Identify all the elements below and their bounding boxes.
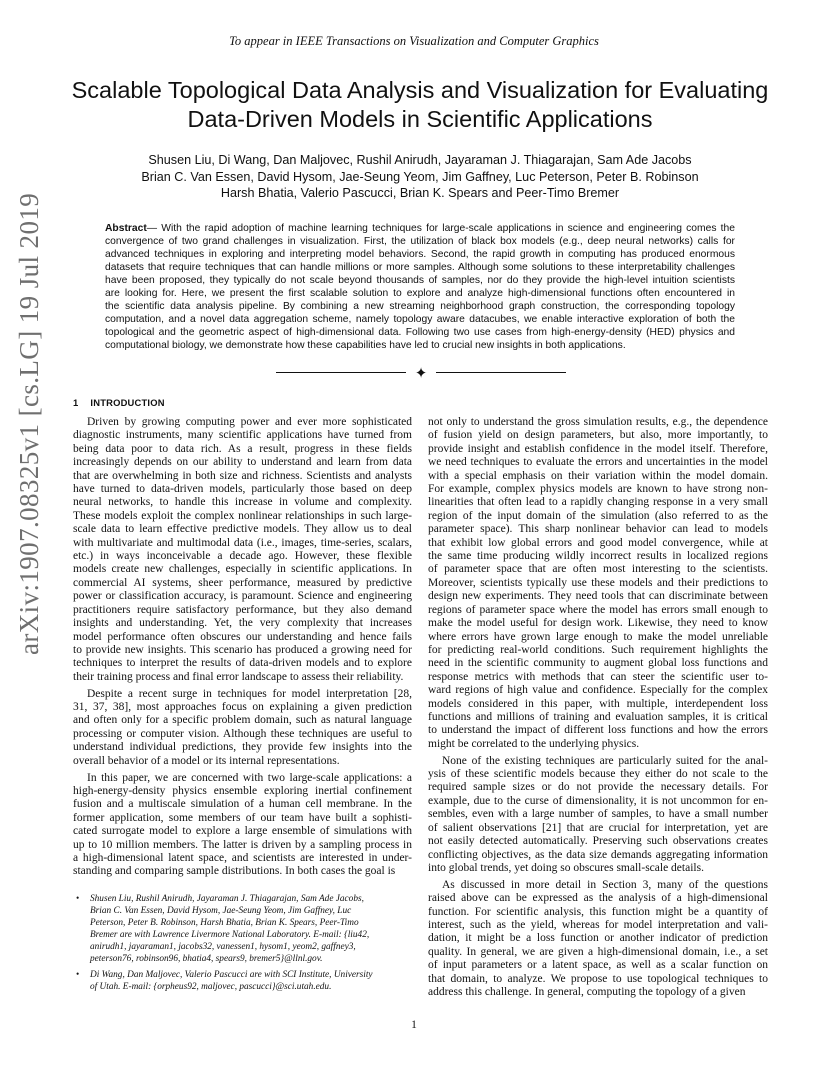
abstract-line: computation, and a novel data aggregation scheme, namely topology aware datacubes, we enable interactive exploration of both the [105,314,735,325]
text-line: standing and comparing sample distributions. In both cases the goal is [73,865,396,878]
text-line: These models exploit the complex nonlinear relationships in such large- [73,509,412,522]
footnote-line: anirudh1, jayaraman1, jacobs32, vanessen1, hysom1, yeom2, gaffney3, [90,942,356,952]
footnote-line: Di Wang, Dan Maljovec, Valerio Pascucci are with SCI Institute, University [90,970,373,980]
text-line: power or classification accuracy, is paramount. Science and engineering [73,590,412,603]
text-line: have turned to data-driven models, particularly those based on deep [73,483,412,496]
divider-rule-left [276,372,406,373]
text-line: ysis of these scientific models because they either do not scale to the [428,768,768,781]
text-line: former application, some members of our team have built a sophisti- [73,811,412,824]
arxiv-stamp-text: arXiv:1907.08325v1 [cs.LG] 19 Jul 2019 [14,192,44,655]
abstract-line: convergence of two grand challenges in visualization. First, the utilization of black box models (e.g., deep neural networks) calls for [105,236,735,247]
bullet-icon: • [76,970,80,980]
text-line: function. For scientific analysis, this function might be a quantity of [428,905,768,918]
paper-title [60,76,780,134]
text-line: of salient observations [21] that are crucial for interpretation, yet are [428,821,768,834]
text-line: with a special emphasis on their variation within the model domain. [428,469,768,482]
divider-diamond-icon: ✦ [414,366,428,382]
text-line: etc.) in ways inconceivable a decade ago. However, these flexible [73,550,412,563]
text-line: that are overwhelming in both size and richness. Scientists and analysts [73,469,412,482]
text-line: high-energy-density physics ensemble exploring inertial confinement [73,784,412,797]
text-line: provide insight and establish confidence in the model itself. Therefore, [428,442,768,455]
text-line: quality. In general, we are given a high-dimensional domain, i.e., a set [428,945,768,958]
text-line: For example, complex physics models are known to have strong non- [428,483,768,496]
abstract-label: Abstract [105,223,147,234]
abstract-line: topological and the geometric aspect of high-dimensional data. Following two use cases from high-energy-density (HED) physics and [105,327,735,338]
text-line: response metrics with methods that can steer the scientific user to- [428,670,768,683]
text-line: models considered in this paper, with multiple, interdependent loss [428,697,768,710]
footnote-line: Peterson, Peter B. Robinson, Harsh Bhatia, Brian K. Spears, Peer-Timo [90,918,359,928]
footnote [76,893,412,965]
text-line: increasingly depends on our ability to understand and learn from data [73,456,412,469]
text-line: models create new challenges, especially in scientific applications. In [73,563,412,576]
text-line: required sample sizes or do not provide the necessary details. For [428,781,768,794]
text-line: understand individual predictions, they provide few insights into the [73,741,412,754]
text-line: of input parameters or a latent space, as well as a scalar function on [428,959,768,972]
title-line: Data-Driven Models in Scientific Applications [187,106,653,132]
text-line: techniques to interpret the results of data-driven models and to explore [73,657,412,670]
divider-rule-right [436,372,566,373]
section-divider [276,364,566,382]
text-line: we need techniques to evaluate the errors and uncertainties in the model [428,456,768,469]
text-line: not only to understand the gross simulation results, e.g., the dependence [428,416,768,428]
abstract-line: advanced techniques in exploring and interpreting model behaviors. Second, the rapid growth in computing has produced enormous [105,249,735,260]
text-line: example, due to the curse of dimensionality, it is not uncommon for en- [428,794,768,807]
paragraph [73,416,412,684]
abstract-line: the scientific data analysis pipeline. By combining a new streaming neighborhood graph construction, the corresponding topology [105,301,735,312]
footnote-line: Bremer are with Lawrence Livermore National Laboratory. E-mail: {liu42, [90,930,370,940]
author-line: Shusen Liu, Di Wang, Dan Maljovec, Rushil Anirudh, Jayaraman J. Thiagarajan, Sam Ade Jacobs [148,153,692,167]
abstract-line: computational biology, we demonstrate how these capabilities have led to crucial new insights in both applications. [105,340,626,351]
paragraph [428,416,768,751]
abstract-text: — With the rapid adoption of machine learning techniques for large-scale applications in science and engineering comes the [146,223,735,234]
text-line: parameter space). This sharp nonlinear behavior can lead to models [428,523,768,536]
text-line: ward regions of high value and confidence. Especially for the complex [428,684,768,697]
text-line: functions and millions of training and evaluation samples, it is critical [428,710,768,723]
bullet-icon: • [76,894,80,904]
paragraph [73,688,412,768]
text-line: dation, it might be a loss function or another indicator of prediction [428,932,768,945]
page-number: 1 [411,1019,417,1031]
text-line: into global trends, yet doing so obscures small-scale details. [428,861,704,874]
text-line: make the model useful for design work. Likewise, they need to know [428,617,768,630]
text-line: that domain, to analyze. We propose to use topological techniques to [428,972,768,985]
footnote [76,969,412,993]
paragraph [428,879,768,1000]
text-line: for predicting real-world conditions. Such requirement highlights the [428,643,768,656]
text-line: conflicting objectives, as the data size demands aggregating information [428,848,768,861]
section-title: INTRODUCTION [90,397,165,408]
footnote-line: Brian C. Van Essen, David Hysom, Jae-Seung Yeom, Jim Gaffney, Luc [90,906,352,916]
text-line: a high-dimensional latent space, and scientists are interested in under- [73,852,412,864]
text-line: Driven by growing computing power and ever more sophisticated [87,416,412,428]
text-line: might be correlated to the underlying physics. [428,737,640,750]
paragraph [428,755,768,876]
text-line: raised above can be expressed as the analysis of a high-dimensional [428,892,768,905]
text-line: Despite a recent surge in techniques for model interpretation [28, [87,687,412,700]
text-line: Moreover, scientists typically use these models and their predictions to [428,576,768,589]
text-line: address this challenge. In general, computing the topology of a given [428,986,746,999]
author-line: Brian C. Van Essen, David Hysom, Jae-Seung Yeom, Jim Gaffney, Luc Peterson, Peter B. Robinson [141,169,699,184]
text-line: the same time producing wildly incorrect results in localized regions [428,550,768,563]
text-line: of parameter space that are often most interesting to the scientists. [428,563,768,576]
right-column [428,416,768,1003]
text-line: design new experiments. They need tools that can discriminate between [428,590,768,603]
text-line: commercial AI systems, sheer performance, measured by predictive [73,576,412,589]
text-line: neural networks, to handle this increase in volume and complexity. [73,496,412,509]
text-line: fusion and a multiscale simulation of a human cell membrane. In the [73,798,412,811]
text-line: up to 10 million members. The latter is driven by a sampling process in [73,838,412,851]
abstract-line: have been proposed, they typically do not scale beyond thousands of samples, nor do they provide the high-level intuition scientists [105,275,735,286]
text-line: not easily detected automatically. Preserving such observations creates [428,835,768,848]
text-line: of fusion yield on design parameters, but also, more importantly, to [428,429,768,442]
text-line: model performance often obscures our understanding and hence fails [73,630,412,643]
text-line: cated surrogate model to explore a large ensemble of simulations with [73,825,412,838]
text-line: sembles, even with a large number of samples, to have a small number [428,808,768,821]
text-line: interest, such as the yield, whereas for model interpretation and vali- [428,919,768,932]
text-line: overall behavior of a model or its internal representations. [73,754,340,767]
text-line: In this paper, we are concerned with two large-scale applications: a [87,771,412,784]
footnotes [76,893,412,997]
text-line: As discussed in more detail in Section 3, many of the questions [442,878,768,891]
abstract [105,222,735,352]
left-column [73,416,412,882]
text-line: their training process and final error landscape to assess their reliability. [73,670,404,683]
footnote-line: peterson76, robinson96, bhatia4, spears9, bremer5}@llnl.gov. [90,954,323,964]
abstract-line: datasets that require techniques that can handle millions or more samples. Although some solutions to these interpretability challenges [105,262,735,273]
text-line: where errors have grown large enough to make the model unreliable [428,630,768,643]
title-line: Scalable Topological Data Analysis and Visualization for Evaluating [71,77,769,103]
abstract-line [105,222,735,235]
text-line: need in the scientific community to augment global loss functions and [428,657,768,670]
section-number: 1 [73,397,79,408]
text-line: to provide new insights. This scenario has produced a growing need for [73,643,412,656]
text-line: 31, 37, 38], most approaches focus on explaining a given prediction [73,701,412,714]
text-line: linearities that often lead to a rapidly changing response in a very small [428,496,768,509]
text-line: with multivariate and multimodal data (i.e., images, time-series, scalars, [73,536,412,549]
footnote-line: Shusen Liu, Rushil Anirudh, Jayaraman J. Thiagarajan, Sam Ade Jacobs, [90,894,364,904]
journal-header: To appear in IEEE Transactions on Visualization and Computer Graphics [229,34,599,48]
author-list [60,152,780,202]
text-line: processing or computer vision. Although these techniques are useful to [73,727,412,740]
text-line: practitioners require satisfactory performance, but they also demand [73,603,412,616]
footnote-line: of Utah. E-mail: {orpheus92, maljovec, pascucci}@sci.utah.edu. [90,982,332,992]
text-line: scale data to learn effective predictive models. They allow us to deal [73,523,412,536]
text-line: diagnostic instruments, many scientific applications have turned from [73,429,412,442]
text-line: None of the existing techniques are particularly suited for the anal- [442,754,768,767]
author-line: Harsh Bhatia, Valerio Pascucci, Brian K. Spears and Peer-Timo Bremer [220,186,620,200]
paragraph [73,772,412,879]
text-line: region of the input domain of the simulation (also referred to as the [428,509,768,522]
text-line: that exhibit low global errors and good model convergence, while at [428,536,768,549]
section-heading [73,397,165,408]
text-line: insights and understanding. Yet, the very complexity that increases [73,617,412,630]
abstract-line: are looking for. Here, we present the first scalable solution to explore and analyze high-dimensional functions often encountered in [105,288,735,299]
text-line: and often only for a specific problem domain, such as natural language [73,714,412,727]
text-line: regions of parameter space where the model has errors small enough to [428,603,768,616]
text-line: to understand the impact of different loss functions and how the errors [428,724,768,737]
text-line: being data poor to data rich. As a result, progress in these fields [73,442,412,455]
